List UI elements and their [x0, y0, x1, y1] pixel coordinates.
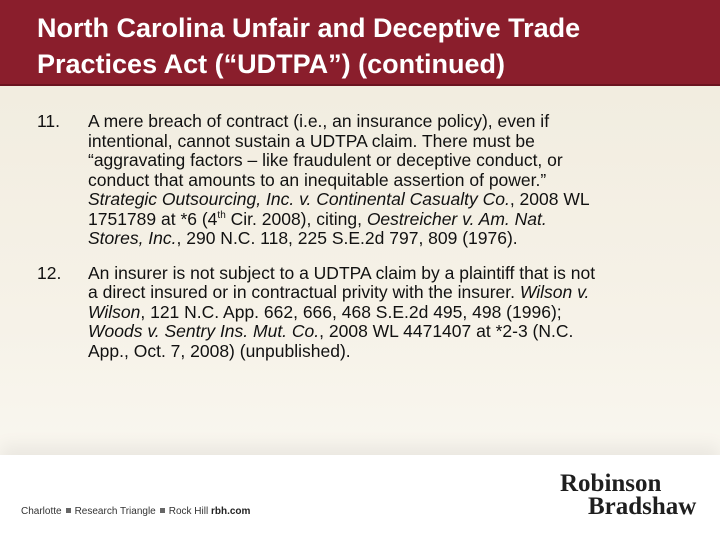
ordinal-suffix: th [217, 209, 226, 221]
item-line: An insurer is not subject to a UDTPA claim by a plaintiff that is not [88, 262, 596, 283]
item-number: 12. [37, 262, 62, 283]
square-bullet-icon [66, 508, 71, 513]
item-line [88, 322, 687, 342]
office-locations [21, 506, 250, 517]
city-research-triangle: Research Triangle [74, 506, 156, 517]
slide-content [37, 112, 687, 376]
website-link[interactable]: rbh.com [210, 506, 251, 517]
item-line [88, 283, 687, 303]
item-line: App., Oct. 7, 2008) (unpublished). [88, 340, 351, 361]
case-citation: Oestreicher v. Am. Nat. [366, 208, 547, 229]
citation-text: Cir. 2008), citing, [225, 208, 367, 229]
logo-line-1: Robinson [560, 470, 662, 497]
citation-text: , 290 N.C. 118, 225 S.E.2d 797, 809 (1976). [176, 228, 518, 248]
item-text: a direct insured or in contractual privity with the insurer. [88, 282, 520, 302]
item-line: conduct that amounts to an inequitable assertion of power.” [88, 169, 547, 190]
list-item-12 [37, 264, 687, 362]
item-line [88, 229, 687, 249]
logo-line-2: Bradshaw [588, 493, 697, 520]
list-item-11 [37, 112, 687, 249]
case-citation: Stores, Inc. [88, 228, 177, 248]
citation-text: 1751789 at *6 (4 [88, 208, 218, 229]
case-citation: Wilson v. [519, 282, 590, 302]
title-line-2: Practices Act (“UDTPA”) (continued) [37, 49, 506, 79]
case-citation: Woods v. Sentry Ins. Mut. Co. [88, 321, 320, 341]
city-charlotte: Charlotte [21, 506, 62, 517]
item-line: A mere breach of contract (i.e., an insurance policy), even if [88, 111, 550, 131]
citation-text: , 121 N.C. App. 662, 666, 468 S.E.2d 495, 498 (1996); [140, 301, 562, 322]
case-citation: Wilson [88, 301, 141, 322]
item-line [88, 210, 687, 230]
slide-title [37, 10, 707, 82]
robinson-bradshaw-logo [560, 472, 700, 522]
item-line [88, 303, 687, 323]
title-bar [0, 0, 720, 86]
footer [0, 455, 720, 540]
title-line-1: North Carolina Unfair and Deceptive Trade [37, 13, 581, 43]
square-bullet-icon [160, 508, 165, 513]
item-line: intentional, cannot sustain a UDTPA claim. There must be [88, 130, 535, 151]
item-line [88, 190, 687, 210]
city-rock-hill: Rock Hill [168, 506, 209, 517]
case-citation: Strategic Outsourcing, Inc. v. Continental Casualty Co. [88, 189, 510, 209]
citation-text: , 2008 WL 4471407 at *2-3 (N.C. [319, 321, 574, 341]
item-line: “aggravating factors – like fraudulent or deceptive conduct, or [88, 150, 563, 170]
citation-text: , 2008 WL [509, 189, 590, 209]
item-number: 11. [37, 111, 61, 131]
